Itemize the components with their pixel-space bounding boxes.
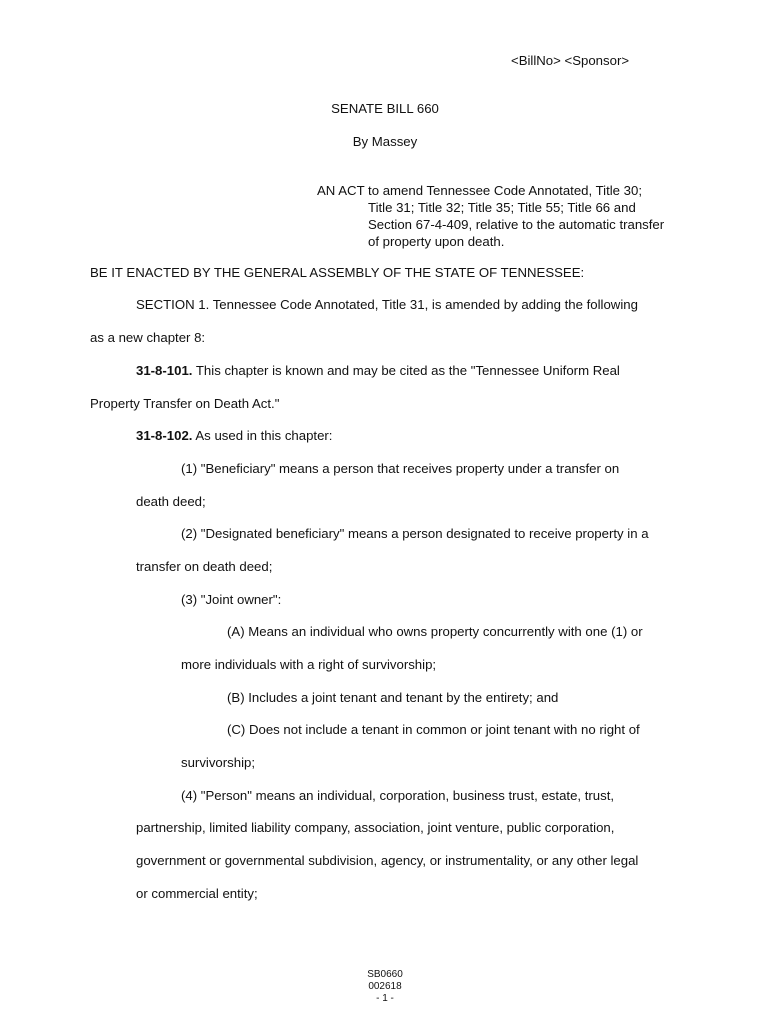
definition-4-cont: government or governmental subdivision, agency, or instrumentality, or any other legal — [136, 853, 639, 868]
definition-4-cont: partnership, limited liability company, association, joint venture, public corporation, — [136, 820, 615, 835]
definition-1: (1) "Beneficiary" means a person that receives property under a transfer on — [181, 461, 620, 476]
section-text: As used in this chapter: — [192, 428, 333, 443]
bill-sponsor-placeholder: <BillNo> <Sponsor> — [511, 53, 630, 68]
section-1-line: as a new chapter 8: — [90, 330, 206, 345]
section-31-8-102 — [136, 428, 332, 443]
definition-2: (2) "Designated beneficiary" means a person designated to receive property in a — [181, 526, 649, 541]
act-caption-line: of property upon death. — [368, 234, 505, 249]
definition-1-cont: death deed; — [136, 494, 206, 509]
definition-2-cont: transfer on death deed; — [136, 559, 273, 574]
act-caption-line: Title 31; Title 32; Title 35; Title 55; Title 66 and — [368, 200, 636, 215]
page-footer — [367, 969, 403, 1005]
bill-sponsor: By Massey — [352, 134, 418, 149]
definition-3a: (A) Means an individual who owns property concurrently with one (1) or — [227, 624, 643, 639]
section-number: 31-8-102. — [136, 428, 193, 443]
section-31-8-101 — [136, 363, 620, 378]
definition-3b: (B) Includes a joint tenant and tenant by the entirety; and — [227, 690, 559, 705]
section-1-line: SECTION 1. Tennessee Code Annotated, Title 31, is amended by adding the following — [136, 297, 638, 312]
definition-3c-cont: survivorship; — [181, 755, 256, 770]
definition-3c: (C) Does not include a tenant in common or joint tenant with no right of — [227, 722, 640, 737]
section-31-8-101-cont: Property Transfer on Death Act." — [90, 396, 280, 411]
section-text: This chapter is known and may be cited as the "Tennessee Uniform Real — [192, 363, 620, 378]
footer-page-number: - 1 - — [376, 993, 394, 1004]
definition-3a-cont: more individuals with a right of survivorship; — [181, 657, 437, 672]
definition-4-cont: or commercial entity; — [136, 886, 258, 901]
section-number: 31-8-101. — [136, 363, 193, 378]
footer-doc-number: 002618 — [368, 981, 402, 992]
bill-title: SENATE BILL 660 — [331, 101, 439, 116]
definition-3: (3) "Joint owner": — [181, 592, 282, 607]
act-caption-line: AN ACT to amend Tennessee Code Annotated, Title 30; — [317, 183, 643, 198]
enacting-clause: BE IT ENACTED BY THE GENERAL ASSEMBLY OF THE STATE OF TENNESSEE: — [90, 265, 585, 280]
act-caption-line: Section 67-4-409, relative to the automatic transfer — [368, 217, 665, 232]
definition-4: (4) "Person" means an individual, corporation, business trust, estate, trust, — [181, 788, 615, 803]
act-caption — [317, 182, 697, 250]
footer-bill-code: SB0660 — [367, 969, 403, 980]
